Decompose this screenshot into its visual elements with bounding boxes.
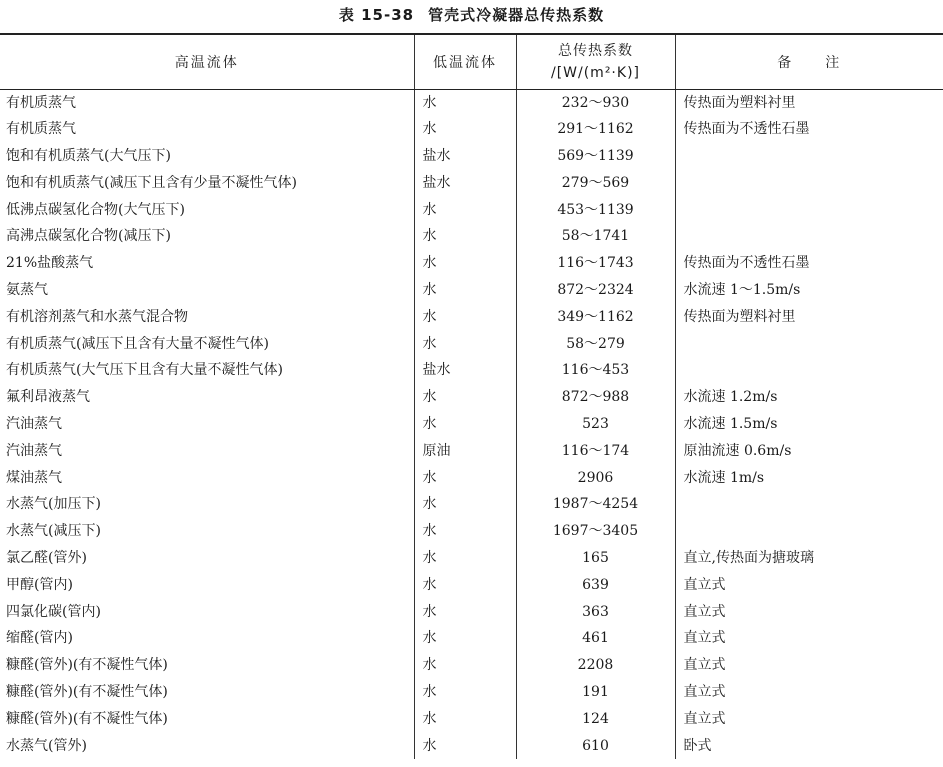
cell-remarks: 水流速 1.2m/s: [675, 384, 943, 411]
table-row: [0, 303, 943, 330]
cell-high-temp-fluid: 汽油蒸气: [6, 415, 62, 432]
header-coefficient: [516, 34, 675, 89]
cell-remarks: 直立式: [675, 625, 943, 652]
table-row: [0, 625, 943, 652]
cell-low-temp-fluid: 水: [414, 384, 516, 411]
table-row: [0, 330, 943, 357]
cell-coefficient: 1697～3405: [516, 518, 675, 545]
table-row: [0, 196, 943, 223]
table-row: [0, 545, 943, 572]
cell-low-temp-fluid: 水: [414, 116, 516, 143]
table-row: [0, 169, 943, 196]
cell-high-temp-fluid: 有机质蒸气(大气压下且含有大量不凝性气体): [6, 362, 283, 379]
table-row: [0, 598, 943, 625]
cell-high-temp-fluid: 糠醛(管外)(有不凝性气体): [6, 683, 168, 700]
cell-low-temp-fluid: 盐水: [414, 143, 516, 170]
table-header: [0, 34, 943, 89]
cell-high-temp-fluid: 汽油蒸气: [6, 442, 62, 459]
cell-high-temp-fluid: 甲醇(管内): [6, 576, 73, 593]
header-coefficient-label: 总传热系数: [558, 42, 633, 59]
table-row: [0, 732, 943, 759]
cell-low-temp-fluid: 水: [414, 652, 516, 679]
cell-remarks: 直立,传热面为搪玻璃: [675, 545, 943, 572]
cell-high-temp-fluid: 有机质蒸气(减压下且含有大量不凝性气体): [6, 335, 269, 352]
cell-coefficient: 116～1743: [516, 250, 675, 277]
cell-coefficient: 1987～4254: [516, 491, 675, 518]
cell-coefficient: 58～1741: [516, 223, 675, 250]
cell-low-temp-fluid: 水: [414, 303, 516, 330]
cell-low-temp-fluid: 水: [414, 598, 516, 625]
table-row: [0, 277, 943, 304]
cell-coefficient: 232～930: [516, 89, 675, 116]
cell-remarks: [675, 169, 943, 196]
cell-high-temp-fluid: 有机溶剂蒸气和水蒸气混合物: [6, 308, 188, 325]
header-row: [0, 34, 943, 89]
table-row: [0, 411, 943, 438]
cell-coefficient: 116～453: [516, 357, 675, 384]
table-row: [0, 679, 943, 706]
cell-coefficient: 523: [516, 411, 675, 438]
cell-low-temp-fluid: 水: [414, 411, 516, 438]
cell-low-temp-fluid: 水: [414, 464, 516, 491]
table-row: [0, 571, 943, 598]
cell-remarks: 直立式: [675, 598, 943, 625]
cell-coefficient: 165: [516, 545, 675, 572]
cell-remarks: 传热面为不透性石墨: [675, 250, 943, 277]
cell-low-temp-fluid: 水: [414, 518, 516, 545]
cell-remarks: 卧式: [675, 732, 943, 759]
cell-remarks: 水流速 1m/s: [675, 464, 943, 491]
cell-coefficient: 872～2324: [516, 277, 675, 304]
cell-coefficient: 461: [516, 625, 675, 652]
table-row: [0, 223, 943, 250]
cell-high-temp-fluid: 水蒸气(管外): [6, 737, 87, 754]
cell-low-temp-fluid: 水: [414, 625, 516, 652]
table-row: [0, 89, 943, 116]
cell-high-temp-fluid: 饱和有机质蒸气(大气压下): [6, 147, 171, 164]
header-low-temp-fluid: 低温流体: [414, 34, 516, 89]
cell-remarks: [675, 223, 943, 250]
cell-coefficient: 363: [516, 598, 675, 625]
cell-high-temp-fluid: 四氯化碳(管内): [6, 603, 101, 620]
cell-coefficient: 610: [516, 732, 675, 759]
table-row: [0, 518, 943, 545]
cell-low-temp-fluid: 水: [414, 705, 516, 732]
cell-high-temp-fluid: 低沸点碳氢化合物(大气压下): [6, 201, 185, 218]
header-remarks: 备 注: [675, 34, 943, 89]
cell-coefficient: 291～1162: [516, 116, 675, 143]
cell-low-temp-fluid: 水: [414, 491, 516, 518]
cell-low-temp-fluid: 水: [414, 571, 516, 598]
cell-low-temp-fluid: 水: [414, 223, 516, 250]
cell-high-temp-fluid: 高沸点碳氢化合物(减压下): [6, 228, 171, 245]
cell-remarks: 传热面为不透性石墨: [675, 116, 943, 143]
cell-remarks: 直立式: [675, 652, 943, 679]
table-row: [0, 143, 943, 170]
cell-low-temp-fluid: 水: [414, 545, 516, 572]
table-row: [0, 116, 943, 143]
cell-coefficient: 116～174: [516, 437, 675, 464]
cell-remarks: [675, 330, 943, 357]
cell-high-temp-fluid: 缩醛(管内): [6, 630, 73, 647]
cell-high-temp-fluid: 水蒸气(加压下): [6, 496, 101, 513]
cell-coefficient: 191: [516, 679, 675, 706]
cell-coefficient: 453～1139: [516, 196, 675, 223]
cell-coefficient: 2208: [516, 652, 675, 679]
cell-low-temp-fluid: 水: [414, 196, 516, 223]
cell-high-temp-fluid: 水蒸气(减压下): [6, 523, 101, 540]
cell-high-temp-fluid: 煤油蒸气: [6, 469, 62, 486]
cell-high-temp-fluid: 糠醛(管外)(有不凝性气体): [6, 657, 168, 674]
cell-low-temp-fluid: 水: [414, 330, 516, 357]
header-high-temp-fluid: 高温流体: [0, 34, 414, 89]
cell-coefficient: 569～1139: [516, 143, 675, 170]
cell-coefficient: 124: [516, 705, 675, 732]
cell-coefficient: 2906: [516, 464, 675, 491]
cell-remarks: 原油流速 0.6m/s: [675, 437, 943, 464]
table-row: [0, 652, 943, 679]
table-row: [0, 250, 943, 277]
cell-remarks: [675, 491, 943, 518]
table-title: [0, 4, 943, 26]
cell-remarks: [675, 518, 943, 545]
cell-remarks: 水流速 1.5m/s: [675, 411, 943, 438]
cell-high-temp-fluid: 有机质蒸气: [6, 121, 76, 138]
cell-high-temp-fluid: 氨蒸气: [6, 281, 48, 298]
cell-low-temp-fluid: 原油: [414, 437, 516, 464]
cell-remarks: 传热面为塑料衬里: [675, 303, 943, 330]
cell-high-temp-fluid: 21%盐酸蒸气: [6, 255, 94, 272]
cell-remarks: [675, 196, 943, 223]
header-coefficient-unit: /[W/(m²·K)]: [550, 64, 640, 81]
table-name: 管壳式冷凝器总传热系数: [428, 6, 605, 24]
cell-high-temp-fluid: 有机质蒸气: [6, 94, 76, 111]
cell-low-temp-fluid: 盐水: [414, 169, 516, 196]
table-row: [0, 491, 943, 518]
cell-low-temp-fluid: 水: [414, 89, 516, 116]
table-number: 表 15-38: [338, 6, 415, 24]
cell-remarks: 传热面为塑料衬里: [675, 89, 943, 116]
cell-high-temp-fluid: 氟利昂液蒸气: [6, 389, 90, 406]
cell-remarks: 水流速 1～1.5m/s: [675, 277, 943, 304]
table-row: [0, 437, 943, 464]
cell-high-temp-fluid: 糠醛(管外)(有不凝性气体): [6, 710, 168, 727]
cell-low-temp-fluid: 水: [414, 732, 516, 759]
cell-low-temp-fluid: 水: [414, 679, 516, 706]
table-row: [0, 464, 943, 491]
cell-coefficient: 349～1162: [516, 303, 675, 330]
heat-transfer-table: [0, 33, 943, 759]
cell-coefficient: 639: [516, 571, 675, 598]
cell-remarks: [675, 357, 943, 384]
cell-low-temp-fluid: 水: [414, 277, 516, 304]
table-row: [0, 384, 943, 411]
cell-remarks: [675, 143, 943, 170]
cell-coefficient: 279～569: [516, 169, 675, 196]
cell-low-temp-fluid: 水: [414, 250, 516, 277]
table-body: [0, 89, 943, 759]
cell-high-temp-fluid: 饱和有机质蒸气(减压下且含有少量不凝性气体): [6, 174, 297, 191]
cell-high-temp-fluid: 氯乙醛(管外): [6, 549, 87, 566]
cell-coefficient: 872～988: [516, 384, 675, 411]
table-row: [0, 357, 943, 384]
cell-low-temp-fluid: 盐水: [414, 357, 516, 384]
cell-remarks: 直立式: [675, 705, 943, 732]
table-row: [0, 705, 943, 732]
cell-remarks: 直立式: [675, 679, 943, 706]
cell-coefficient: 58～279: [516, 330, 675, 357]
cell-remarks: 直立式: [675, 571, 943, 598]
